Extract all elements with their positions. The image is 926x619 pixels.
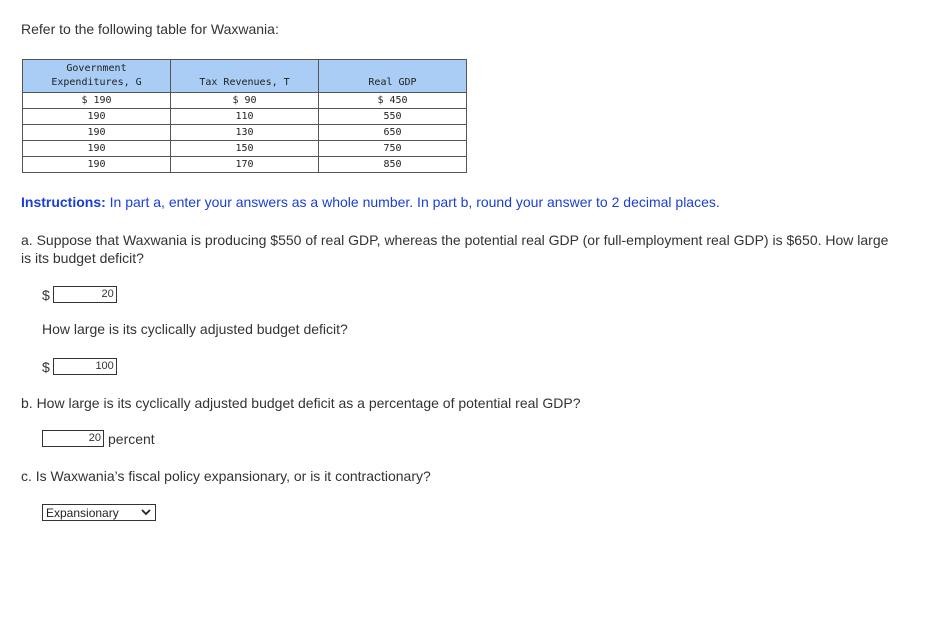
part-b-question: b. How large is its cyclically adjusted budget deficit as a percentage of potential real GDP? — [21, 395, 581, 411]
table-row — [23, 109, 467, 125]
intro-text: Refer to the following table for Waxwania: — [21, 21, 279, 37]
header-line: Real GDP — [368, 77, 417, 88]
table-row — [23, 141, 467, 157]
table-cell: $ 190 — [23, 93, 171, 109]
table-row — [23, 125, 467, 141]
budget-deficit-input[interactable]: 20 — [53, 286, 117, 303]
cyclical-deficit-input[interactable]: 100 — [53, 358, 117, 375]
currency-symbol: $ — [42, 358, 50, 375]
table-row — [23, 157, 467, 173]
header-line: Tax Revenues, T — [199, 77, 290, 88]
fiscal-policy-select[interactable] — [42, 504, 156, 521]
table-cell: 170 — [171, 157, 319, 173]
percent-unit-label: percent — [108, 430, 155, 447]
header-line: Government — [66, 63, 127, 74]
table-row — [23, 93, 467, 109]
table-cell: $ 450 — [319, 93, 467, 109]
table-cell: $ 90 — [171, 93, 319, 109]
table-cell: 550 — [319, 109, 467, 125]
data-table — [22, 59, 467, 173]
header-government-expenditures — [23, 60, 171, 93]
chevron-down-icon — [140, 506, 152, 518]
cyclical-deficit-answer-row — [42, 358, 117, 375]
percentage-answer-row — [42, 430, 155, 447]
part-a-followup-question: How large is its cyclically adjusted budget deficit? — [42, 321, 348, 337]
table-cell: 150 — [171, 141, 319, 157]
table-cell: 650 — [319, 125, 467, 141]
header-line: Expenditures, G — [51, 77, 142, 88]
part-a-question: a. Suppose that Waxwania is producing $550 of real GDP, whereas the potential real GDP (or full-employment real GDP) is $650. How large is its budget deficit? — [21, 232, 889, 266]
percentage-input[interactable]: 20 — [42, 430, 104, 447]
instructions-text: In part a, enter your answers as a whole number. In part b, round your answer to 2 decimal places. — [105, 194, 720, 210]
table-cell: 190 — [23, 125, 171, 141]
header-tax-revenues — [171, 60, 319, 93]
part-c-question: c. Is Waxwania’s fiscal policy expansionary, or is it contractionary? — [21, 468, 431, 484]
instructions — [21, 194, 720, 210]
table-cell: 110 — [171, 109, 319, 125]
table-cell: 190 — [23, 109, 171, 125]
table-cell: 850 — [319, 157, 467, 173]
currency-symbol: $ — [42, 286, 50, 303]
budget-deficit-answer-row — [42, 286, 117, 303]
fiscal-policy-selected-value: Expansionary — [46, 505, 119, 520]
instructions-label: Instructions: — [21, 194, 106, 210]
table-cell: 190 — [23, 141, 171, 157]
header-real-gdp — [319, 60, 467, 93]
table-cell: 750 — [319, 141, 467, 157]
table-cell: 190 — [23, 157, 171, 173]
table-header-row — [23, 60, 467, 93]
table-cell: 130 — [171, 125, 319, 141]
